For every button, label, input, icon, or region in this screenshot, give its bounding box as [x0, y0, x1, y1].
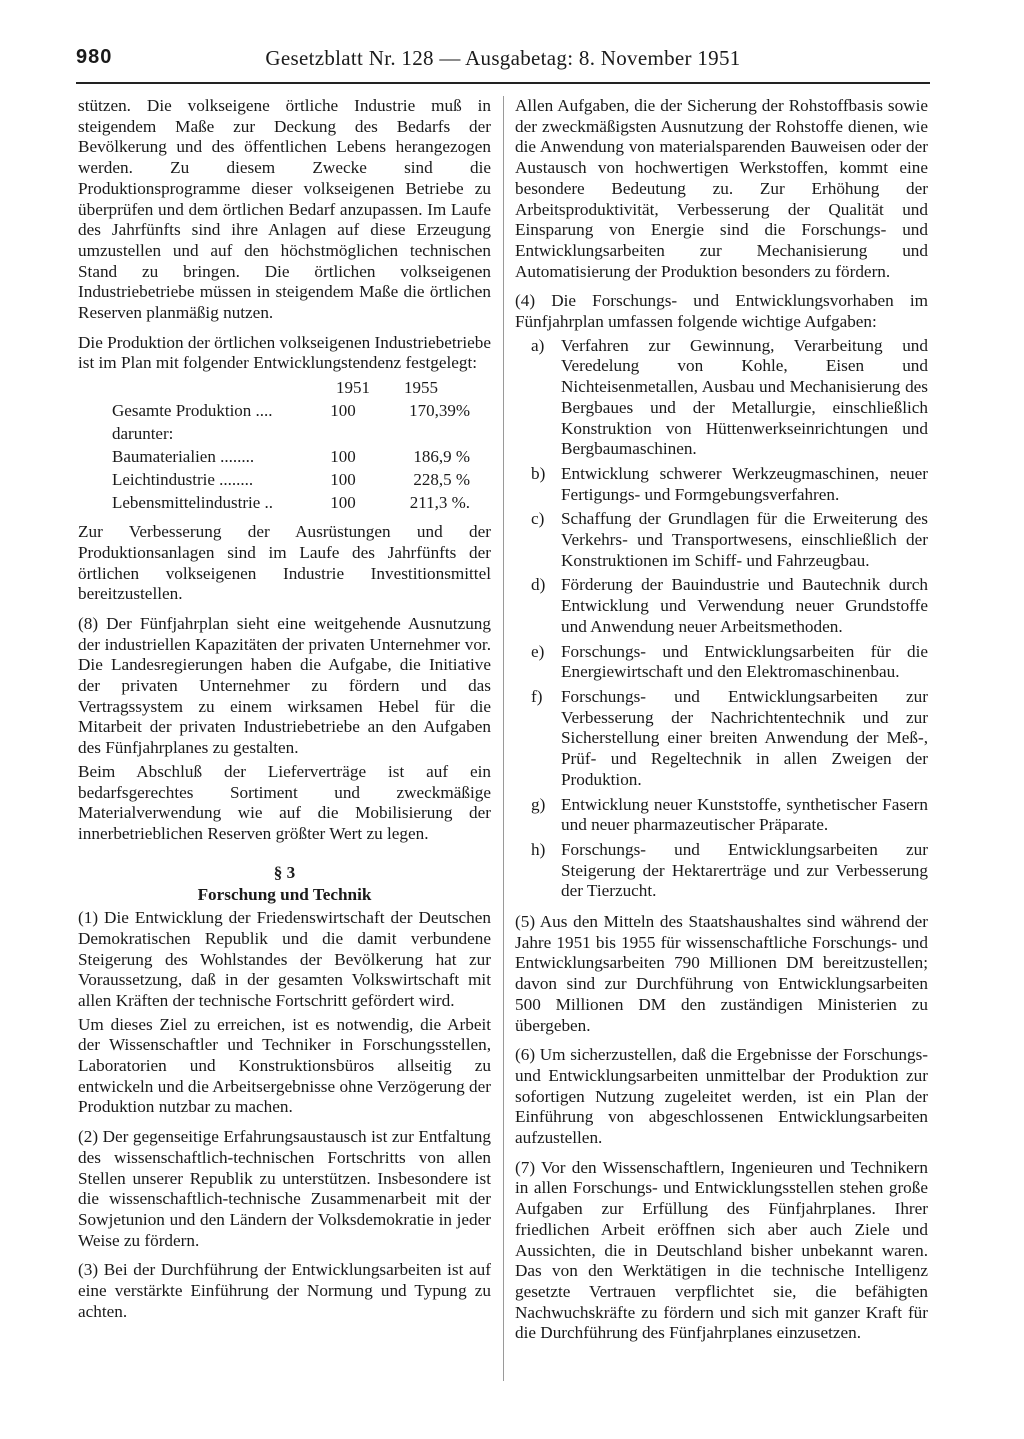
list-item	[515, 840, 928, 902]
item-letter: h)	[531, 839, 546, 859]
value-1955: 186,9 %	[413, 447, 470, 467]
left-column	[78, 96, 491, 1331]
page-header	[76, 42, 930, 84]
value-1955: 228,5 %	[413, 470, 470, 490]
item-text: Forschungs- und Entwicklungsarbeiten zur Verbesserung der Nachrichtentechnik und zur Sicherstellung einer breiten Anwendung der Meß-, Prüf- und Regeltechnik in allen Zweigen der Produktion.	[561, 686, 928, 789]
paragraph: Die Produktion der örtlichen volkseigenen Industriebetriebe ist im Plan mit folgender Entwicklungstendenz festgelegt:	[78, 332, 491, 373]
value-1951: 100	[330, 401, 356, 421]
paragraph: (4) Die Forschungs- und Entwicklungsvorhaben im Fünfjahrplan umfassen folgende wichtige Aufgaben:	[515, 291, 928, 332]
item-text: Entwicklung schwerer Werkzeugmaschinen, neuer Fertigungs- und Formgebungsverfahren.	[561, 463, 928, 504]
value-1955: 211,3 %.	[409, 493, 470, 513]
list-item	[515, 642, 928, 683]
value-1955: 170,39%	[409, 401, 470, 421]
value-1951: 100	[330, 447, 356, 467]
paragraph: (7) Vor den Wissenschaftlern, Ingenieuren und Technikern in allen Forschungs- und Entwicklungsstellen stehen große Aufgaben zur Erfüllung des Fünfjahrplanes. Ihrer friedlichen Arbeit eröffnen sich aber auch Ziele und Aussichten, die in Deutschland bisher unbekannt waren. Das von den Werktätigen in die technische Intelligenz gesetzte Vertrauen verpflichtet sie, die befähigten Nachwuchskräfte zu fördern und sich mit ganzer Kraft für die Durchführung des Fünfjahrplanes einzusetzen.	[515, 1157, 928, 1343]
item-letter: c)	[531, 509, 545, 529]
right-column	[515, 96, 928, 1353]
paragraph: Um dieses Ziel zu erreichen, ist es notwendig, die Arbeit der Wissenschaftler und Techniker in Forschungsstellen, Laboratorien und Konstruktionsbüros allseitig zu entwickeln und die Arbeitsergebnisse ohne Verzögerung der Produktion nutzbar zu machen.	[78, 1014, 491, 1117]
table-row	[78, 447, 491, 470]
table-row	[78, 493, 491, 516]
running-head: Gesetzblatt Nr. 128 — Ausgabetag: 8. November 1951	[265, 46, 741, 70]
table-row	[78, 424, 491, 447]
list-item	[515, 795, 928, 836]
item-letter: d)	[531, 575, 546, 595]
paragraph: Zur Verbesserung der Ausrüstungen und der Produktionsanlagen sind im Laufe des Jahrfünfts der örtlichen volkseigenen Industrie Investitionsmittel bereitzustellen.	[78, 522, 491, 604]
item-text: Forschungs- und Entwicklungsarbeiten zur Steigerung der Hektarerträge und zur Verbesserung der Tierzucht.	[561, 839, 928, 901]
production-table	[78, 378, 491, 516]
paragraph: (5) Aus den Mitteln des Staatshaushaltes sind während der Jahre 1951 bis 1955 für wissenschaftliche Forschungs- und Entwicklungsarbeiten 790 Millionen DM bereitzustellen; davon sind zur Durchführung von Entwicklungsarbeiten 500 Millionen DM den zuständigen Ministerien zu übergeben.	[515, 912, 928, 1035]
table-header-row	[316, 378, 491, 401]
task-list	[515, 336, 928, 902]
table-row	[78, 401, 491, 424]
row-label: darunter:	[112, 424, 174, 444]
paragraph: stützen. Die volkseigene örtliche Industrie muß in steigendem Maße zur Deckung des Bedarfs der Bevölkerung und des öffentlichen Lebens herangezogen werden. Zu diesem Zwecke sind die Produktionsprogramme dieser volkseigenen Betriebe zu überprüfen und dem örtlichen Bedarf anzupassen. Im Laufe des Jahrfünfts sind ihre Anlagen auf diese Erzeugung umzustellen und auf den höchstmöglichen technischen Stand zu bringen. Die örtlichen volkseigenen Industriebetriebe müssen in steigendem Maße die örtlichen Reserven planmäßig nutzen.	[78, 96, 491, 323]
value-1951: 100	[330, 470, 356, 490]
list-item	[515, 464, 928, 505]
item-text: Entwicklung neuer Kunststoffe, synthetischer Fasern und neuer pharmazeutischer Präparate.	[561, 794, 928, 835]
value-1951: 100	[330, 493, 356, 513]
item-text: Forschungs- und Entwicklungsarbeiten für die Energiewirtschaft und den Elektromaschinenbau.	[561, 641, 928, 682]
paragraph: (8) Der Fünfjahrplan sieht eine weitgehende Ausnutzung der industriellen Kapazitäten der privaten Unternehmer vor. Die Landesregierungen haben die Aufgabe, die Initiative der privaten Unternehmer zu fördern und das Vertragssystem zu einem wirksamen Hebel für die Mitarbeit der privaten Industriebetriebe an den Aufgaben des Fünfjahrplanes zu gestalten.	[78, 613, 491, 758]
item-letter: b)	[531, 463, 546, 483]
item-text: Verfahren zur Gewinnung, Verarbeitung und Veredelung von Kohle, Eisen und Nichteisenmetallen, Ausbau und Mechanisierung des Bergbaues und der Metallurgie, einschließlich Konstruktion von Hüttenwerkseinrichtungen und Bergbaumaschinen.	[561, 335, 928, 459]
item-letter: a)	[531, 335, 545, 355]
list-item	[515, 509, 928, 571]
list-item	[515, 687, 928, 791]
section-title: Forschung und Technik	[197, 885, 372, 905]
row-label: Gesamte Produktion ....	[112, 401, 273, 421]
page-number: 980	[76, 46, 113, 68]
row-label: Leichtindustrie ........	[112, 470, 254, 490]
paragraph: Beim Abschluß der Lieferverträge ist auf ein bedarfsgerechtes Sortiment und zweckmäßige Materialverwendung wie auf die Mobilisierung der innerbetrieblichen Reserven größter Wert zu legen.	[78, 761, 491, 843]
column-header-1951: 1951	[336, 378, 370, 398]
paragraph: (2) Der gegenseitige Erfahrungsaustausch ist zur Entfaltung des wissenschaftlich-technischen Fortschritts von allen Stellen unserer Republik zu unterstützen. Insbesondere ist die wissenschaftlich-technische Zusammenarbeit mit der Sowjetunion und den Ländern der Volksdemokratie in jeder Weise zu fördern.	[78, 1127, 491, 1250]
list-item	[515, 336, 928, 460]
list-item	[515, 575, 928, 637]
row-label: Lebensmittelindustrie ..	[112, 493, 273, 513]
row-label: Baumaterialien ........	[112, 447, 255, 467]
item-letter: e)	[531, 641, 545, 661]
paragraph: (3) Bei der Durchführung der Entwicklungsarbeiten ist auf eine verstärkte Einführung der Normung und Typung zu achten.	[78, 1260, 491, 1321]
paragraph: Allen Aufgaben, die der Sicherung der Rohstoffbasis sowie der zweckmäßigsten Ausnutzung der Rohstoffe dienen, wie die Anwendung von materialsparenden Bauweisen oder der Austausch von hochwertigen Werkstoffen, kommt eine besondere Bedeutung zu. Zur Erhöhung der Arbeitsproduktivität, Verbesserung der Qualität und Einsparung von Energie sind die Forschungs- und Entwicklungsarbeiten zur Mechanisierung und Automatisierung der Produktion besonders zu fördern.	[515, 96, 928, 281]
item-letter: g)	[531, 794, 546, 814]
column-divider	[503, 96, 504, 1381]
paragraph: (1) Die Entwicklung der Friedenswirtschaft der Deutschen Demokratischen Republik und die damit verbundene Steigerung des Wohlstandes der Bevölkerung hat zur Voraussetzung, daß in der gesamten Volkswirtschaft mit allen Kräften der technische Fortschritt gefördert wird.	[78, 908, 491, 1010]
paragraph: (6) Um sicherzustellen, daß die Ergebnisse der Forschungs- und Entwicklungsarbeiten unmittelbar der Produktion zur sofortigen Nutzung zugeleitet werden, ist ein Plan der Einführung von abgeschlossenen Entwicklungsarbeiten aufzustellen.	[515, 1045, 928, 1148]
item-letter: f)	[531, 686, 543, 706]
item-text: Schaffung der Grundlagen für die Erweiterung des Verkehrs- und Transportwesens, einschließlich der Konstruktionen im Schiff- und Fahrzeugbau.	[561, 509, 928, 570]
section-number: § 3	[273, 862, 296, 882]
item-text: Förderung der Bauindustrie und Bautechnik durch Entwicklung und Verwendung neuer Grundstoffe und Anwendung neuer Arbeitsmethoden.	[561, 575, 928, 636]
column-header-1955: 1955	[404, 378, 438, 398]
table-row	[78, 470, 491, 493]
